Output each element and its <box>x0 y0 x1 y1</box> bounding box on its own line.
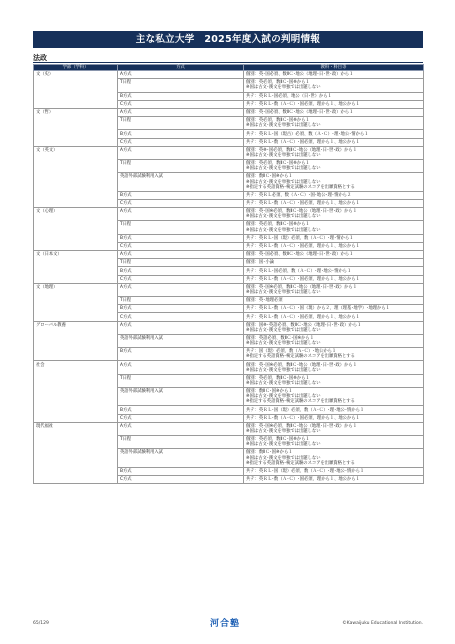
method-cell: A方式 <box>118 283 244 296</box>
table-row <box>34 283 424 296</box>
subjects-line: 共テ：英ＲＬ･数（Ａ･Ｃ）･国必須、理から１、地公から１ <box>246 201 360 206</box>
subjects-cell <box>244 160 424 173</box>
subjects-cell <box>244 321 424 334</box>
subjects-cell <box>244 475 424 483</box>
subjects-cell <box>244 436 424 449</box>
method-cell: C方式 <box>118 313 244 321</box>
subjects-cell <box>244 267 424 275</box>
subjects-line: ※国は古文･漢文を単独では出題しない <box>246 289 321 295</box>
method-cell: C方式 <box>118 100 244 108</box>
subjects-line: 共テ：英ＲＬ･数（Ａ･Ｃ）･国必須、理から１、地公から１ <box>246 477 360 482</box>
subjects-cell <box>244 275 424 283</box>
method-cell: B方式 <box>118 348 244 361</box>
method-cell: B方式 <box>118 191 244 199</box>
subjects-line: ※国は古文･漢文を単独では出題しない <box>246 428 321 434</box>
subjects-cell <box>244 221 424 234</box>
subjects-line: 共テ：英ＲＬ･国（現）必須、数（Ａ･Ｃ）･理･地公･情から１ <box>246 407 365 413</box>
dept-cell: 文（英文） <box>34 146 118 207</box>
subjects-line: 個別：英･国※必須、数ⅡＣ･地公（地理･日･世･政）から１ <box>246 284 357 290</box>
subjects-line: 共テ：英ＲＬ･国必須、数（Ａ･Ｃ）･理･地公･情から１ <box>246 268 352 274</box>
subjects-cell <box>244 283 424 296</box>
subjects-line: 共テ：英ＲＬ･国必須、地公（日･世）から１ <box>246 93 332 99</box>
subjects-line: 個別：数ⅡＣ･国※から１ <box>246 450 293 456</box>
table-body <box>34 71 424 484</box>
method-cell: 英語外部試験利用入試 <box>118 449 244 467</box>
table-row <box>34 146 424 159</box>
subjects-cell <box>244 422 424 435</box>
subjects-line: ※国は古文･漢文を単独では出題しない <box>246 341 321 347</box>
method-cell: T日程 <box>118 79 244 92</box>
table-row <box>34 361 424 374</box>
dept-cell: グローバル教養 <box>34 321 118 361</box>
method-cell: A方式 <box>118 146 244 159</box>
subjects-cell <box>244 334 424 347</box>
subjects-line: 共テ：英ＲＬ･国（現古）必須、数（Ａ･Ｃ）･理･地公･情から１ <box>246 131 369 137</box>
subjects-cell <box>244 146 424 159</box>
dept-cell: 文（心理） <box>34 208 118 251</box>
subjects-cell <box>244 388 424 406</box>
subjects-line: 個別：英･国※必須、数ⅡＣ･地公（地理･日･世･政）から１ <box>246 362 357 368</box>
admissions-table <box>33 64 424 484</box>
subjects-cell <box>244 449 424 467</box>
subjects-line: 個別：数ⅡＣ･国※から１ <box>246 174 293 180</box>
subjects-cell <box>244 100 424 108</box>
subjects-line: 共テ：英ＲＬ･数（Ａ･Ｃ）･国必須、理から１、地公から１ <box>246 276 360 282</box>
subjects-cell <box>244 173 424 191</box>
subjects-line: 個別：英･国必須、数ⅡＣ･地公（地理･日･世･政）から１ <box>246 110 354 116</box>
table-row <box>34 208 424 221</box>
subjects-line: 共テ：英ＲＬ･国（現）必須、数（Ａ･Ｃ）･理･情から１ <box>246 235 354 241</box>
subjects-line: ※国は古文･漢文を単独では出題しない <box>246 152 321 158</box>
method-cell: A方式 <box>118 361 244 374</box>
subjects-line: 共テ：英ＲＬ･数（Ａ･Ｃ）･国必須、理から１、地公から１ <box>246 415 360 421</box>
subjects-cell <box>244 305 424 313</box>
subjects-cell <box>244 208 424 221</box>
dept-cell: 文（地理） <box>34 283 118 321</box>
header-subjects: 教科・科目等 <box>244 65 424 71</box>
subjects-line: 共テ：英ＲＬ必須、数（Ａ･Ｃ）･国･地公･理･情から２ <box>246 192 352 198</box>
subjects-cell <box>244 138 424 146</box>
subjects-line: 個別：英必須、数ⅡＣ･国※から１ <box>246 437 310 443</box>
subjects-line: ※国は古文･漢文を単独では出題しない <box>246 367 321 373</box>
subjects-line: 個別：英語必須、数ⅡＣ･国※から１ <box>246 336 315 341</box>
subjects-line: ※指定する英語資格･検定試験のスコアを出願資格とする <box>246 460 355 466</box>
method-cell: B方式 <box>118 305 244 313</box>
subjects-line: ※指定する英語資格･検定試験のスコアを出願資格とする <box>246 184 355 190</box>
method-cell: 英語外部試験利用入試 <box>118 388 244 406</box>
table-row <box>34 422 424 435</box>
subjects-cell <box>244 348 424 361</box>
page-title: 主な私立大学 2025年度入試の判明情報 <box>33 31 423 48</box>
method-cell: B方式 <box>118 130 244 138</box>
faculty-rule <box>33 62 423 63</box>
method-cell: C方式 <box>118 242 244 250</box>
subjects-cell <box>244 374 424 387</box>
subjects-line: 共テ：英ＲＬ･数（Ａ･Ｃ）･国（現）から２、理（理基･地学）･地理から１ <box>246 306 390 312</box>
subjects-cell <box>244 130 424 138</box>
subjects-line: 個別：英･地理必須 <box>246 298 283 304</box>
subjects-line: ※指定する英語資格･検定試験のスコアを出願資格とする <box>246 399 355 405</box>
method-cell: A方式 <box>118 108 244 116</box>
subjects-line: 共テ：英ＲＬ･数（Ａ･Ｃ）･国必須、理から１、地公から１ <box>246 314 360 320</box>
subjects-cell <box>244 361 424 374</box>
subjects-line: ※国は古文･漢文を単独では出題しない <box>246 380 321 386</box>
dept-cell: 社会 <box>34 361 118 422</box>
method-cell: B方式 <box>118 467 244 475</box>
subjects-line: ※国は古文･漢文を単独では出題しない <box>246 123 321 129</box>
subjects-line: 共テ：英ＲＬ･数（Ａ･Ｃ）･国必須、理から１、地公から１ <box>246 243 360 249</box>
subjects-line: 個別：英必須、数ⅡＣ･国※から１ <box>246 161 310 167</box>
method-cell: A方式 <box>118 321 244 334</box>
subjects-line: ※指定する英語資格･検定試験のスコアを出願資格とする <box>246 354 355 360</box>
subjects-line: 個別：英※･国必須、数ⅡＣ･地公（地理･日･世･政）から１ <box>246 147 357 153</box>
subjects-line: 個別：英必須、数ⅡＣ･国※から１ <box>246 375 310 381</box>
subjects-line: ※国は古文･漢文を単独では出題しない <box>246 455 321 461</box>
subjects-line: 個別：国･小論 <box>246 260 274 266</box>
subjects-line: 個別：英･国必須、数ⅡＣ･地公（地理･日･世･政）から１ <box>246 72 354 78</box>
method-cell: T日程 <box>118 117 244 130</box>
header-method: 方式 <box>118 65 244 71</box>
method-cell: B方式 <box>118 406 244 414</box>
dept-cell: 文（日本文） <box>34 251 118 284</box>
subjects-cell <box>244 191 424 199</box>
subjects-line: ※国は古文･漢文を単独では出題しない <box>246 179 321 185</box>
subjects-cell <box>244 242 424 250</box>
method-cell: T日程 <box>118 259 244 267</box>
method-cell: B方式 <box>118 234 244 242</box>
subjects-cell <box>244 259 424 267</box>
table-row <box>34 71 424 79</box>
subjects-cell <box>244 71 424 79</box>
table-row <box>34 321 424 334</box>
copyright: ©Kawaijuku Educational Institution. <box>342 621 423 626</box>
faculty-heading: 法政 <box>33 54 47 62</box>
subjects-cell <box>244 108 424 116</box>
subjects-line: 個別：英･国※必須、数ⅡＣ･地公（地理･日･世･政）から１ <box>246 423 357 429</box>
subjects-line: 共テ：英ＲＬ･数（Ａ･Ｃ）･国必須、理から１、地公から１ <box>246 139 360 145</box>
subjects-line: 共テ：国（現）必須、数（Ａ･Ｃ）･地公から１ <box>246 349 337 355</box>
subjects-cell <box>244 297 424 305</box>
method-cell: T日程 <box>118 297 244 305</box>
table-row <box>34 108 424 116</box>
method-cell: T日程 <box>118 436 244 449</box>
header-dept: 学部（学科） <box>34 65 118 71</box>
subjects-line: 個別：英必須、数ⅡＣ･国※から１ <box>246 80 310 86</box>
method-cell: A方式 <box>118 251 244 259</box>
method-cell: A方式 <box>118 422 244 435</box>
subjects-line: ※国は古文･漢文を単独では出題しない <box>246 327 321 333</box>
dept-cell: 文（史） <box>34 71 118 109</box>
subjects-cell <box>244 117 424 130</box>
method-cell: C方式 <box>118 414 244 422</box>
kawaijuku-logo: 河合塾 <box>210 619 241 629</box>
subjects-line: 個別：英･国必須、数ⅡＣ･地公（地理･日･世･政）から１ <box>246 252 354 258</box>
subjects-line: 個別：英必須、数ⅡＣ･国※から１ <box>246 118 310 124</box>
subjects-cell <box>244 406 424 414</box>
subjects-line: ※国は古文･漢文を単独では出題しない <box>246 227 321 233</box>
subjects-line: 個別：国※･英語必須、数ⅡＣ･地公（地理･日･世･政）から１ <box>246 322 362 328</box>
method-cell: 英語外部試験利用入試 <box>118 334 244 347</box>
subjects-line: ※国は古文･漢文を単独では出題しない <box>246 394 321 400</box>
method-cell: A方式 <box>118 71 244 79</box>
subjects-cell <box>244 467 424 475</box>
subjects-cell <box>244 92 424 100</box>
method-cell: 英語外部試験利用入試 <box>118 173 244 191</box>
method-cell: C方式 <box>118 138 244 146</box>
dept-cell: 文（哲） <box>34 108 118 146</box>
subjects-line: 個別：数ⅡＣ･国※から１ <box>246 389 293 395</box>
subjects-line: 共テ：英ＲＬ･国（現）必須、数（Ａ･Ｃ）･理･地公･情から１ <box>246 468 365 474</box>
subjects-line: ※国は古文･漢文を単独では出題しない <box>246 214 321 220</box>
subjects-cell <box>244 79 424 92</box>
subjects-cell <box>244 199 424 207</box>
method-cell: B方式 <box>118 92 244 100</box>
subjects-line: ※国は古文･漢文を単独では出題しない <box>246 166 321 172</box>
method-cell: A方式 <box>118 208 244 221</box>
method-cell: T日程 <box>118 221 244 234</box>
subjects-line: 共テ：英ＲＬ･数（Ａ･Ｃ）･国必須、理から１、地公から１ <box>246 101 360 107</box>
subjects-cell <box>244 313 424 321</box>
subjects-cell <box>244 251 424 259</box>
table-row <box>34 251 424 259</box>
subjects-cell <box>244 414 424 422</box>
method-cell: T日程 <box>118 160 244 173</box>
method-cell: C方式 <box>118 275 244 283</box>
method-cell: C方式 <box>118 199 244 207</box>
method-cell: T日程 <box>118 374 244 387</box>
subjects-line: ※国は古文･漢文を単独では出題しない <box>246 442 321 448</box>
subjects-line: 個別：英必須、数ⅡＣ･国※から１ <box>246 222 310 228</box>
method-cell: B方式 <box>118 267 244 275</box>
method-cell: C方式 <box>118 475 244 483</box>
page-number: 65/129 <box>33 621 49 626</box>
subjects-cell <box>244 234 424 242</box>
subjects-line: ※国は古文･漢文を単独では出題しない <box>246 85 321 91</box>
subjects-line: 個別：英･国※必須、数ⅡＣ･地公（地理･日･世･政）から１ <box>246 209 357 215</box>
dept-cell: 現代福祉 <box>34 422 118 483</box>
